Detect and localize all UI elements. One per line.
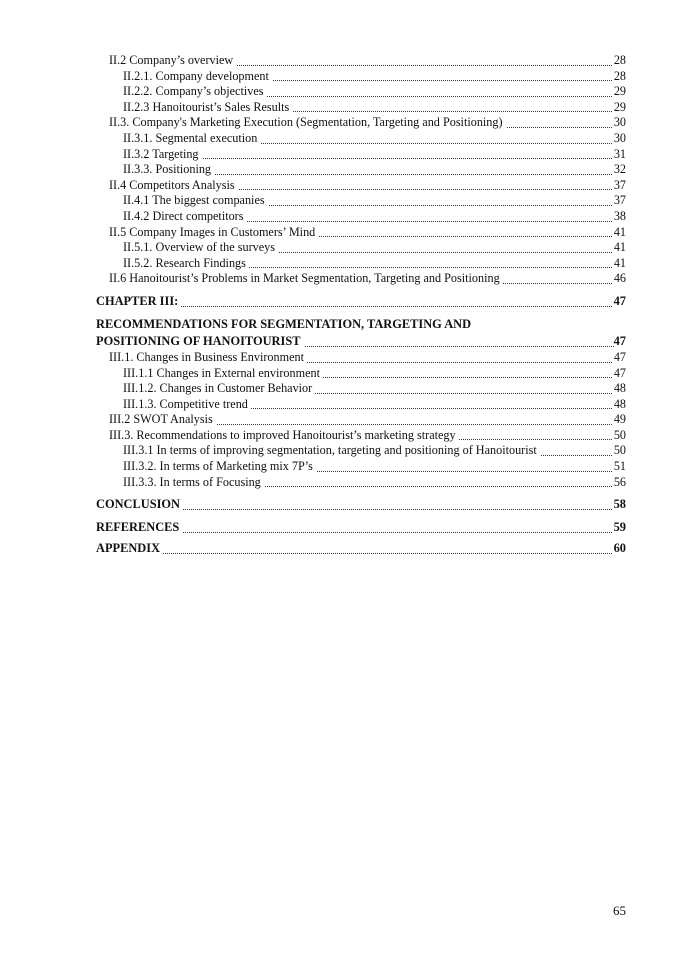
toc-references: REFERENCES 59: [96, 520, 626, 535]
table-of-contents: [96, 53, 626, 557]
toc-entry: II.5 Company Images in Customers’ Mind 41: [109, 224, 626, 239]
toc-entry: III.1. Changes in Business Environment 47: [109, 349, 626, 364]
toc-entry: II.2.3 Hanoitourist’s Sales Results 29: [123, 99, 626, 114]
toc-entry: II.6 Hanoitourist’s Problems in Market Segmentation, Targeting and Positioning 46: [109, 271, 626, 286]
toc-entry: III.3.1 In terms of improving segmentation, targeting and positioning of Hanoitourist 50: [123, 443, 626, 458]
toc-entry: III.3. Recommendations to improved Hanoitourist’s marketing strategy 50: [109, 427, 626, 442]
toc-entry: II.4 Competitors Analysis 37: [109, 177, 626, 192]
toc-entry: II.4.1 The biggest companies 37: [123, 193, 626, 208]
toc-entry: III.2 SWOT Analysis 49: [109, 412, 626, 427]
chapter-heading-line-2: POSITIONING OF HANOITOURIST 47: [96, 333, 626, 348]
page-number: 65: [613, 903, 626, 918]
toc-entry: III.1.1 Changes in External environment 47: [123, 365, 626, 380]
toc-entry: II.3.1. Segmental execution 30: [123, 130, 626, 145]
toc-entry: II.2.2. Company’s objectives 29: [123, 84, 626, 99]
toc-conclusion: CONCLUSION 58: [96, 497, 626, 512]
toc-chapter-3: CHAPTER III: 47: [96, 293, 626, 308]
toc-entry: III.3.2. In terms of Marketing mix 7P’s 51: [123, 459, 626, 474]
toc-entry: II.5.1. Overview of the surveys 41: [123, 240, 626, 255]
toc-entry: II.3.2 Targeting 31: [123, 146, 626, 161]
toc-entry: II.5.2. Research Findings 41: [123, 255, 626, 270]
toc-entry: III.3.3. In terms of Focusing 56: [123, 474, 626, 489]
toc-entry: III.1.3. Competitive trend 48: [123, 396, 626, 411]
toc-appendix: APPENDIX 60: [96, 541, 626, 556]
toc-entry: II.3.3. Positioning 32: [123, 162, 626, 177]
toc-entry: II.4.2 Direct competitors 38: [123, 208, 626, 223]
toc-entry: III.1.2. Changes in Customer Behavior 48: [123, 381, 626, 396]
chapter-heading-line-1: RECOMMENDATIONS FOR SEGMENTATION, TARGETING AND: [96, 316, 472, 331]
toc-chapter-3-heading: [96, 316, 626, 350]
toc-entry: II.2 Company’s overview 28: [109, 53, 626, 67]
toc-entry: II.3. Company's Marketing Execution (Segmentation, Targeting and Positioning) 30: [109, 115, 626, 130]
toc-entry: II.2.1. Company development 28: [123, 68, 626, 83]
